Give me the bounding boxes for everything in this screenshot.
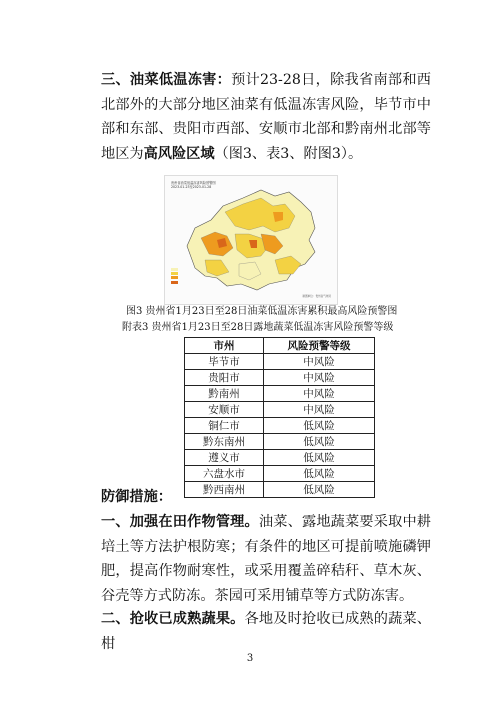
- col-header-level: 风险预警等级: [264, 338, 375, 354]
- measure-2-lead: 二、抢收已成熟蔬果。: [101, 611, 245, 627]
- cell-city: 黔西南州: [185, 482, 264, 498]
- cell-city: 黔南州: [185, 386, 264, 402]
- cell-city: 黔东南州: [185, 434, 264, 450]
- page-number: 3: [246, 653, 254, 664]
- cell-city: 安顺市: [185, 402, 264, 418]
- cell-city: 贵阳市: [185, 370, 264, 386]
- table-row: [185, 354, 375, 370]
- cell-level: 中风险: [264, 354, 375, 370]
- cell-city: 毕节市: [185, 354, 264, 370]
- section-lead: 三、油菜低温冻害：: [101, 72, 232, 88]
- guizhou-risk-map: [165, 176, 337, 304]
- measure-1-text: 油菜、露地蔬菜要采取中耕培土等方法护根防寒；有条件的地区可提前喷施磷钾肥，提高作物耐寒性，或采用覆盖碎秸秆、草木灰、谷壳等方式防冻。茶园可采用铺草等方式防冻害。: [101, 514, 431, 604]
- table-row: [185, 370, 375, 386]
- table-row: [185, 466, 375, 482]
- cell-city: 铜仁市: [185, 418, 264, 434]
- section-frost-rapeseed: [101, 68, 431, 166]
- measures-heading: 防御措施：: [101, 489, 172, 505]
- cell-level: 低风险: [264, 450, 375, 466]
- table-caption: 附表3 贵州省1月23日至28日露地蔬菜低温冻害风险预警等级: [122, 322, 394, 333]
- measure-item-2: [101, 607, 431, 656]
- table-row: [185, 482, 375, 498]
- section-tail: （图3、表3、附图3）。: [214, 145, 363, 162]
- map-subtitle-text: 2023-01-23至2023-01-28: [171, 185, 212, 189]
- map-legend: [171, 268, 185, 285]
- col-header-city: 市州: [185, 338, 264, 354]
- table-row: [185, 418, 375, 434]
- legend-swatch-3: [171, 276, 178, 279]
- map-title-text: 贵州省油菜低温冻害风险预警图: [171, 181, 216, 185]
- table-row: [185, 386, 375, 402]
- cell-level: 低风险: [264, 466, 375, 482]
- map-frame: [164, 175, 338, 305]
- measure-item-1: [101, 510, 431, 608]
- legend-swatch-4: [171, 281, 178, 284]
- high-risk-highlight: 高风险区域: [143, 145, 215, 162]
- table-row: [185, 402, 375, 418]
- cell-level: 低风险: [264, 418, 375, 434]
- cell-city: 遵义市: [185, 450, 264, 466]
- section-text: 预计23-28日，除我省南部和西北部外的大部分地区油菜有低温冻害风险，毕节市中部和东部、贵阳市西部、安顺市北部和黔南州北部等地区为: [101, 72, 431, 162]
- measure-2-text: 各地及时抢收已成熟的蔬菜、柑: [101, 611, 431, 652]
- legend-swatch-2: [171, 272, 178, 275]
- table-row: [185, 450, 375, 466]
- cell-level: 中风险: [264, 402, 375, 418]
- table-row: [185, 434, 375, 450]
- risk-map-figure: [164, 175, 336, 303]
- table-header-row: [185, 338, 375, 354]
- legend-swatch-1: [171, 268, 178, 271]
- cell-level: 低风险: [264, 482, 375, 498]
- cell-city: 六盘水市: [185, 466, 264, 482]
- measure-1-lead: 一、加强在田作物管理。: [101, 514, 259, 530]
- risk-level-table: [184, 337, 375, 498]
- cell-level: 中风险: [264, 386, 375, 402]
- figure-caption: 图3 贵州省1月23日至28日油菜低温冻害累积最高风险预警图: [126, 306, 398, 317]
- map-note: 制图单位：贵州省气象局: [302, 294, 331, 298]
- cell-level: 中风险: [264, 370, 375, 386]
- cell-level: 低风险: [264, 434, 375, 450]
